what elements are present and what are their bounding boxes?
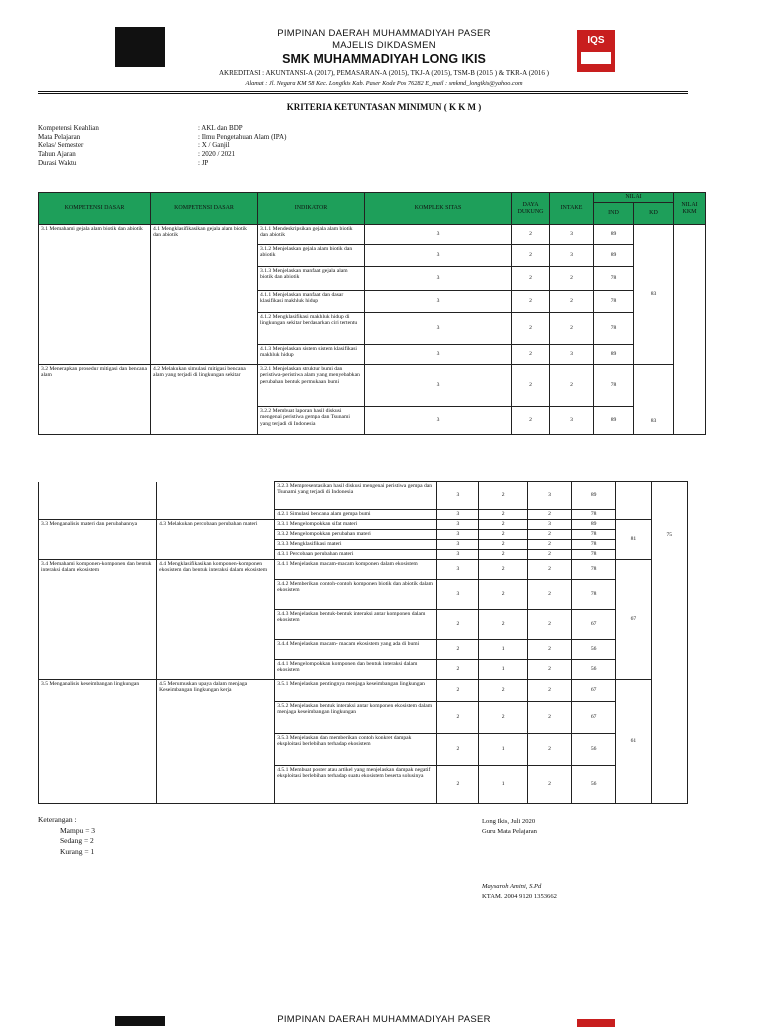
indikator-cell bbox=[258, 313, 365, 345]
kd-value-cell: 61 bbox=[616, 680, 651, 804]
intake-cell: 2 bbox=[527, 766, 571, 804]
ind-no: 4.1.3 bbox=[260, 346, 272, 352]
ind-value-cell: 89 bbox=[594, 407, 634, 435]
col-nilai-kkm: NILAI KKM bbox=[674, 193, 706, 225]
indikator-cell bbox=[258, 291, 365, 313]
indikator-cell bbox=[275, 734, 437, 766]
kompleksitas-cell: 3 bbox=[437, 482, 479, 510]
ind-value-cell: 56 bbox=[572, 766, 616, 804]
daya-cell: 2 bbox=[479, 530, 528, 540]
kd-b-cell: 4.3 Melakukan percobaan perubahan materi bbox=[157, 520, 275, 560]
indikator-cell bbox=[275, 520, 437, 530]
info-value: : X / Ganjil bbox=[198, 141, 230, 150]
doc-title: KRITERIA KETUNTASAN MINIMUN ( K K M ) bbox=[286, 102, 482, 112]
info-row bbox=[38, 141, 438, 150]
intake-cell: 2 bbox=[527, 550, 571, 560]
ind-value-cell: 78 bbox=[572, 580, 616, 610]
intake-cell: 2 bbox=[527, 510, 571, 520]
ind-text: Mendeskripsikan gejala alam biotik dan abiotik bbox=[260, 226, 353, 239]
ind-value-cell: 78 bbox=[572, 540, 616, 550]
col-kd: KD bbox=[634, 203, 674, 225]
daya-cell: 2 bbox=[479, 520, 528, 530]
kd-a-cell: 3.3 Menganalisis materi dan perubahannya bbox=[39, 520, 157, 560]
signature-block bbox=[482, 817, 682, 902]
intake-cell: 2 bbox=[550, 365, 594, 407]
indikator-cell bbox=[275, 560, 437, 580]
intake-cell: 2 bbox=[527, 640, 571, 660]
header-rule bbox=[38, 91, 688, 92]
table-row bbox=[39, 225, 739, 245]
kompleksitas-cell: 3 bbox=[365, 345, 512, 365]
intake-cell: 2 bbox=[527, 702, 571, 734]
info-label: Kompetensi Keahlian bbox=[38, 124, 99, 132]
indikator-cell bbox=[275, 660, 437, 680]
kompleksitas-cell: 3 bbox=[437, 530, 479, 540]
kd-b-cell bbox=[157, 482, 275, 520]
kd-b-cell: 4.1 Mengklasifikasikan gejala alam biotik dan abiotik bbox=[151, 225, 258, 365]
kompleksitas-cell: 2 bbox=[437, 734, 479, 766]
table-row bbox=[39, 680, 688, 702]
col-kompleksitas: KOMPLEK SITAS bbox=[365, 193, 512, 225]
table-row bbox=[39, 560, 688, 580]
ind-no: 3.4.2 bbox=[277, 581, 289, 587]
indikator-cell bbox=[275, 550, 437, 560]
indikator-cell bbox=[275, 530, 437, 540]
ind-value-cell: 78 bbox=[594, 267, 634, 291]
ind-no: 3.1.3 bbox=[260, 268, 272, 274]
indikator-cell bbox=[258, 407, 365, 435]
kompleksitas-cell: 3 bbox=[437, 550, 479, 560]
daya-cell: 2 bbox=[479, 610, 528, 640]
ind-text: Menjelaskan manfaat dan dasar klasifikasi makhluk hidup bbox=[260, 292, 344, 305]
ind-value-cell: 78 bbox=[594, 313, 634, 345]
ind-no: 3.5.2 bbox=[277, 703, 289, 709]
intake-cell: 3 bbox=[550, 245, 594, 267]
info-label: Tahun Ajaran bbox=[38, 150, 76, 159]
ind-value-cell: 67 bbox=[572, 610, 616, 640]
info-value: : JP bbox=[198, 158, 209, 167]
daya-cell: 2 bbox=[479, 702, 528, 734]
kd-b-cell: 4.5 Merumuskan upaya dalam menjaga Keseimbangan lingkungan kerja bbox=[157, 680, 275, 804]
ind-text: Memberikan contoh-contoh komponen biotik dan abiotik dalam ekosistem bbox=[277, 581, 434, 594]
info-value: : AKL dan BDP bbox=[198, 124, 243, 132]
indikator-cell bbox=[275, 702, 437, 734]
daya-cell: 2 bbox=[479, 550, 528, 560]
ind-value-cell: 78 bbox=[572, 530, 616, 540]
daya-cell: 1 bbox=[479, 640, 528, 660]
ind-no: 3.4.1 bbox=[277, 561, 289, 567]
ind-value-cell: 78 bbox=[594, 365, 634, 407]
indikator-cell bbox=[275, 580, 437, 610]
kompleksitas-cell: 3 bbox=[437, 540, 479, 550]
col-daya-dukung: DAYA DUKUNG bbox=[512, 193, 550, 225]
info-label: Mata Pelajaran bbox=[38, 132, 81, 141]
daya-cell: 2 bbox=[479, 510, 528, 520]
ind-text: Menjelaskan struktur bumi dan peristiwa-peristiwa alam yang menyebabkan perubahan bentuk permukaan bumi bbox=[260, 366, 360, 385]
school-name: SMK MUHAMMADIYAH LONG IKIS bbox=[282, 52, 486, 66]
ind-no: 4.3.1 bbox=[277, 551, 289, 557]
daya-cell: 1 bbox=[479, 766, 528, 804]
info-row bbox=[38, 159, 438, 168]
intake-cell: 2 bbox=[527, 560, 571, 580]
intake-cell: 2 bbox=[527, 540, 571, 550]
org-name: PIMPINAN DAERAH MUHAMMADIYAH PASER bbox=[277, 28, 491, 39]
kompleksitas-cell: 3 bbox=[365, 267, 512, 291]
kompleksitas-cell: 3 bbox=[437, 510, 479, 520]
kompleksitas-cell: 2 bbox=[437, 680, 479, 702]
kd-a-cell: 3.4 Memahami komponen-komponen dan bentuk interaksi dalam ekosistem bbox=[39, 560, 157, 680]
ind-no: 3.3.2 bbox=[277, 531, 289, 537]
intake-cell: 3 bbox=[550, 407, 594, 435]
daya-cell: 1 bbox=[479, 660, 528, 680]
signature-place-date: Long Ikis, Juli 2020 bbox=[482, 818, 536, 825]
daya-cell: 1 bbox=[479, 734, 528, 766]
ind-text: Menjelaskan macam- macam ekosistem yang ada di bumi bbox=[289, 641, 420, 647]
ind-no: 3.2.2 bbox=[260, 408, 272, 414]
ind-no: 3.2.3 bbox=[277, 483, 289, 489]
col-kd-2: KOMPETENSI DASAR bbox=[151, 193, 258, 225]
kd-value-cell bbox=[616, 482, 651, 520]
ind-text: Membuat laporan hasil diskusi mengenai peristiwa gempa dan Tsunami yang terjadi di Indonesia bbox=[260, 408, 350, 427]
intake-cell: 2 bbox=[550, 291, 594, 313]
kompleksitas-cell: 2 bbox=[437, 610, 479, 640]
kompleksitas-cell: 2 bbox=[437, 766, 479, 804]
col-kd-1: KOMPETENSI DASAR bbox=[39, 193, 151, 225]
kompleksitas-cell: 2 bbox=[437, 702, 479, 734]
kd-a-cell bbox=[39, 482, 157, 520]
ind-text: Menjelaskan bentuk-bentuk interaksi antar komponen dalam ekosistem bbox=[277, 611, 426, 624]
daya-cell: 2 bbox=[512, 313, 550, 345]
daya-cell: 2 bbox=[512, 245, 550, 267]
intake-cell: 3 bbox=[527, 482, 571, 510]
address: Alamat : Jl. Negara KM 58 Kec. Longikis Kab. Paser Kode Pos 76282 E_mail : smkmd_longikis@yahoo.com bbox=[245, 80, 523, 87]
kompleksitas-cell: 3 bbox=[365, 245, 512, 267]
col-nilai: NILAI bbox=[594, 193, 674, 203]
org-name-next-page: PIMPINAN DAERAH MUHAMMADIYAH PASER bbox=[277, 1014, 491, 1025]
kd-b-cell: 4.4 Mengklasifikasikan komponen-komponen ekosistem dan bentuk interaksi dalam ekosistem bbox=[157, 560, 275, 680]
ind-value-cell: 56 bbox=[572, 660, 616, 680]
kd-a-cell: 3.2 Menerapkan prosedur mitigasi dan bencana alam bbox=[39, 365, 151, 435]
keterangan bbox=[38, 815, 188, 857]
ind-value-cell: 89 bbox=[572, 520, 616, 530]
ind-text: Mengelompokkan perubahan materi bbox=[289, 531, 371, 537]
header-rule-2 bbox=[38, 93, 688, 94]
ind-no: 3.1.1 bbox=[260, 226, 272, 232]
kd-value-cell: 67 bbox=[616, 560, 651, 680]
kd-value-cell: 83 bbox=[634, 365, 674, 435]
intake-cell: 2 bbox=[550, 313, 594, 345]
ind-value-cell: 89 bbox=[594, 345, 634, 365]
kompleksitas-cell: 3 bbox=[365, 313, 512, 345]
kd-b-cell: 4.2 Melakukan simulasi mitigasi bencana alam yang terjadi di lingkungan sekitar bbox=[151, 365, 258, 435]
indikator-cell bbox=[258, 267, 365, 291]
ind-value-cell: 56 bbox=[572, 640, 616, 660]
iqs-logo-next-page bbox=[577, 1019, 615, 1027]
ind-text: Menjelaskan pentingnya menjaga keseimbangan lingkungan bbox=[289, 681, 425, 687]
daya-cell: 2 bbox=[512, 365, 550, 407]
indikator-cell bbox=[258, 365, 365, 407]
info-row bbox=[38, 124, 438, 133]
keterangan-item: Mampu = 3 bbox=[60, 825, 96, 835]
kompleksitas-cell: 2 bbox=[437, 660, 479, 680]
ind-value-cell: 78 bbox=[594, 291, 634, 313]
council-name: MAJELIS DIKDASMEN bbox=[332, 40, 436, 51]
kkm-value: 75 bbox=[666, 532, 673, 538]
kd-a-cell: 3.5 Menganalisis keseimbangan lingkungan bbox=[39, 680, 157, 804]
ind-no: 3.5.3 bbox=[277, 735, 289, 741]
daya-cell: 2 bbox=[512, 345, 550, 365]
indikator-cell bbox=[275, 540, 437, 550]
kompleksitas-cell: 3 bbox=[365, 291, 512, 313]
kompleksitas-cell: 3 bbox=[437, 520, 479, 530]
signature-name: Maysaroh Amini, S.Pd bbox=[482, 883, 542, 890]
ind-no: 3.4.3 bbox=[277, 611, 289, 617]
keterangan-item: Sedang = 2 bbox=[60, 836, 94, 845]
intake-cell: 3 bbox=[550, 225, 594, 245]
kkm-table-2 bbox=[38, 481, 688, 804]
indikator-cell bbox=[258, 225, 365, 245]
intake-cell: 2 bbox=[527, 660, 571, 680]
accreditation: AKREDITASI : AKUNTANSI-A (2017), PEMASARAN-A (2015), TKJ-A (2015), TSM-B (2015 ) & TKR-A (2016 ) bbox=[218, 69, 549, 77]
keterangan-title: Keterangan : bbox=[38, 815, 77, 824]
intake-cell: 2 bbox=[527, 610, 571, 640]
kompleksitas-cell: 2 bbox=[437, 640, 479, 660]
daya-cell: 2 bbox=[512, 407, 550, 435]
ind-value-cell: 78 bbox=[572, 560, 616, 580]
signature-id: KTAM. 2004 9120 1353662 bbox=[482, 893, 557, 900]
ind-no: 4.2.1 bbox=[277, 511, 289, 517]
kd-a-cell: 3.1 Memahami gejala alam biotik dan abiotik bbox=[39, 225, 151, 365]
kompleksitas-cell: 3 bbox=[365, 365, 512, 407]
ind-no: 3.3.3 bbox=[277, 541, 289, 547]
info-label: Durasi Waktu bbox=[38, 158, 77, 167]
ind-value-cell: 56 bbox=[572, 734, 616, 766]
kd-value-cell: 83 bbox=[634, 225, 674, 365]
indikator-cell bbox=[275, 680, 437, 702]
intake-cell: 3 bbox=[527, 520, 571, 530]
ind-no: 4.5.1 bbox=[277, 767, 289, 773]
kompleksitas-cell: 3 bbox=[365, 225, 512, 245]
intake-cell: 2 bbox=[527, 680, 571, 702]
ind-value-cell: 89 bbox=[594, 225, 634, 245]
info-block bbox=[38, 124, 438, 168]
indikator-cell bbox=[275, 766, 437, 804]
ind-no: 4.1.2 bbox=[260, 314, 272, 320]
ind-no: 3.2.1 bbox=[260, 366, 272, 372]
info-value: : 2020 / 2021 bbox=[198, 150, 236, 159]
intake-cell: 3 bbox=[550, 345, 594, 365]
kkm-table-1 bbox=[38, 192, 739, 435]
ind-value-cell: 89 bbox=[594, 245, 634, 267]
intake-cell: 2 bbox=[550, 267, 594, 291]
info-row bbox=[38, 133, 438, 142]
daya-cell: 2 bbox=[479, 540, 528, 550]
ind-value-cell: 67 bbox=[572, 702, 616, 734]
info-row bbox=[38, 150, 438, 159]
ind-value-cell: 67 bbox=[572, 680, 616, 702]
indikator-cell bbox=[275, 510, 437, 520]
table-header-row bbox=[39, 193, 739, 203]
daya-cell: 2 bbox=[512, 225, 550, 245]
kkm-cell bbox=[674, 225, 706, 435]
kompleksitas-cell: 3 bbox=[365, 407, 512, 435]
ind-text: Percobaan perubahan materi bbox=[289, 551, 354, 557]
indikator-cell bbox=[258, 245, 365, 267]
table-row bbox=[39, 365, 739, 407]
kompleksitas-cell: 3 bbox=[437, 580, 479, 610]
indikator-cell bbox=[275, 640, 437, 660]
ind-no: 3.5.1 bbox=[277, 681, 289, 687]
ind-text: Simulasi bencana alam gempa bumi bbox=[289, 511, 371, 517]
ind-text: Menjelaskan dan memberikan contoh konkret dampak eksploitasi berlebihan terhadap ekosistem bbox=[277, 735, 412, 748]
intake-cell: 2 bbox=[527, 580, 571, 610]
table-row bbox=[39, 520, 688, 530]
daya-cell: 2 bbox=[512, 291, 550, 313]
ind-text: Menjelaskan sistem sistem klasifikasi makhluk hidup bbox=[260, 346, 357, 359]
daya-cell: 2 bbox=[479, 482, 528, 510]
ind-text: Mengklasifikasi makhluk hidup di lingkungan sekitar berdasarkan ciri tertentu bbox=[260, 314, 358, 327]
ind-no: 3.3.1 bbox=[277, 521, 289, 527]
ind-no: 3.1.2 bbox=[260, 246, 272, 252]
daya-cell: 2 bbox=[479, 580, 528, 610]
signature-role: Guru Mata Pelajaran bbox=[482, 828, 537, 835]
daya-cell: 2 bbox=[479, 560, 528, 580]
kd-value-cell: 81 bbox=[616, 520, 651, 560]
kkm-cell bbox=[651, 482, 687, 804]
intake-cell: 2 bbox=[527, 530, 571, 540]
indikator-cell bbox=[275, 610, 437, 640]
table-row bbox=[39, 482, 688, 510]
daya-cell: 2 bbox=[479, 680, 528, 702]
keterangan-item: Kurang = 1 bbox=[60, 846, 95, 856]
ind-text: Menjelaskan gejala alam biotik dan abiotik bbox=[260, 246, 353, 259]
ind-value-cell: 89 bbox=[572, 482, 616, 510]
kompleksitas-cell: 3 bbox=[437, 560, 479, 580]
ind-no: 3.4.4 bbox=[277, 641, 289, 647]
daya-cell: 2 bbox=[512, 267, 550, 291]
col-intake: INTAKE bbox=[550, 193, 594, 225]
ind-text: Mengklasifikasi materi bbox=[289, 541, 342, 547]
info-value: : Ilmu Pengetahuan Alam (IPA) bbox=[198, 132, 287, 141]
iqs-logo-text: IQS bbox=[587, 35, 605, 46]
ind-text: Mengelompokkan sifat materi bbox=[289, 521, 358, 527]
intake-cell: 2 bbox=[527, 734, 571, 766]
ind-text: Membuat poster atau artikel yang menjelaskan dampak negatif eksploitasi berlebihan terhadap suatu ekosistem beserta solusinya bbox=[277, 767, 431, 780]
ind-no: 4.4.1 bbox=[277, 661, 289, 667]
ind-text: Menjelaskan bentuk interaksi antar komponen ekosistem dalam menjaga keseimbangan lingkungan bbox=[277, 703, 433, 716]
indikator-cell bbox=[275, 482, 437, 510]
ind-value-cell: 78 bbox=[572, 510, 616, 520]
col-ind: IND bbox=[594, 203, 634, 225]
info-label: Kelas/ Semester bbox=[38, 141, 84, 150]
ind-text: Mempresentasikan hasil diskusi mengenai peristiwa gempa dan Tsunami yang terjadi di Indonesia bbox=[277, 483, 433, 496]
ind-value-cell: 78 bbox=[572, 550, 616, 560]
col-indikator: INDIKATOR bbox=[258, 193, 365, 225]
ind-text: Menjelaskan macam-macam komponen dalam ekosistem bbox=[289, 561, 418, 567]
ind-text: Menjelaskan manfaat gejala alam biotik dan abiotik bbox=[260, 268, 348, 281]
ind-text: Mengelompokkan komponen dan bentuk interaksi dalam ekosistem bbox=[277, 661, 418, 674]
ind-no: 4.1.1 bbox=[260, 292, 272, 298]
indikator-cell bbox=[258, 345, 365, 365]
